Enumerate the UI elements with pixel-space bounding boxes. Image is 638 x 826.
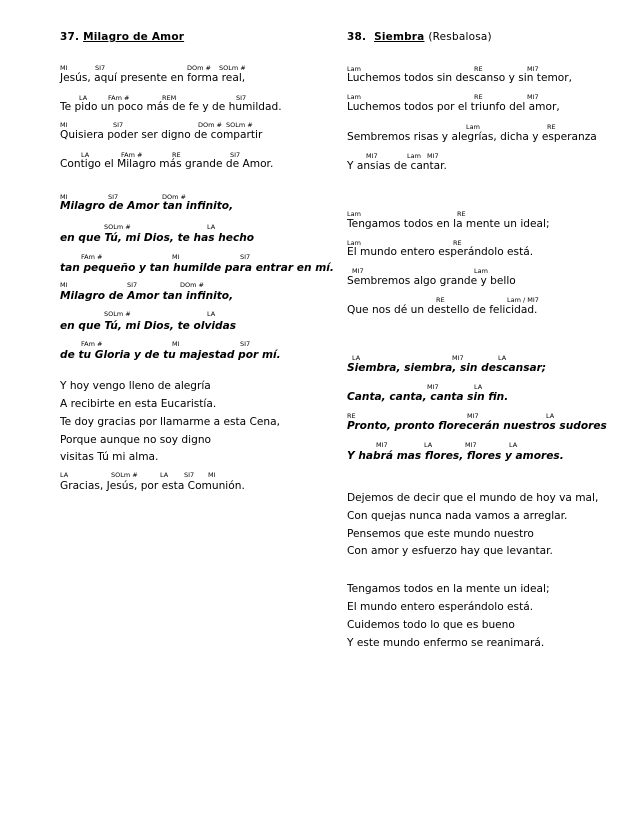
lyric-line: Tengamos todos en la mente un ideal;	[347, 583, 550, 595]
chord: LA	[79, 94, 88, 102]
chord: SOLm #	[104, 223, 131, 231]
chord: MI	[172, 340, 180, 348]
chord: DOm #	[162, 193, 186, 201]
lyric-line: Luchemos todos por el triunfo del amor,	[347, 101, 560, 113]
song-38-subtitle: (Resbalosa)	[428, 31, 492, 43]
chord: SI7	[184, 471, 195, 479]
chord: LA	[207, 223, 216, 231]
chord: MI	[60, 64, 68, 72]
chorus-line: Pronto, pronto florecerán nuestros sudores	[347, 420, 607, 432]
chord: SI7	[108, 193, 119, 201]
chord: MI7	[465, 441, 477, 449]
chorus-line: Siembra, siembra, sin descansar;	[347, 362, 547, 374]
chord: SI7	[113, 121, 124, 129]
chorus-line: Milagro de Amor tan infinito,	[60, 200, 234, 212]
song-38-title	[347, 31, 492, 43]
lyric-line: Jesús, aquí presente en forma real,	[60, 72, 246, 84]
lyric-line: Que nos dé un destello de felicidad.	[347, 304, 538, 316]
chord: SI7	[240, 253, 251, 261]
chord: RE	[474, 65, 483, 73]
lyric-line: El mundo entero esperándolo está.	[347, 246, 534, 258]
chord: SI7	[95, 64, 106, 72]
chord: MI	[60, 281, 68, 289]
lyric-line: Quisiera poder ser digno de compartir	[60, 129, 263, 141]
chord: Lam	[347, 239, 361, 247]
chord: MI7	[527, 93, 539, 101]
chord: Lam	[347, 93, 361, 101]
chord: Lam / MI7	[507, 296, 539, 304]
song-38-name: Siembra	[374, 31, 425, 43]
chord: RE	[547, 123, 556, 131]
chord: SI7	[240, 340, 251, 348]
chord: SI7	[127, 281, 138, 289]
chord: Lam	[407, 152, 421, 160]
chord: RE	[453, 239, 462, 247]
chord: MI	[60, 193, 68, 201]
chord: SI7	[230, 151, 241, 159]
song-38-number: 38.	[347, 31, 367, 43]
chord: Lam	[466, 123, 480, 131]
lyric-line: Sembremos algo grande y bello	[347, 275, 516, 287]
chord: MI7	[527, 65, 539, 73]
chord: RE	[457, 210, 466, 218]
chord: MI	[60, 121, 68, 129]
chorus-line: Canta, canta, canta sin fin.	[347, 391, 509, 403]
chord: MI7	[452, 354, 464, 362]
lyric-line: Tengamos todos en la mente un ideal;	[347, 218, 550, 230]
chord: MI7	[366, 152, 378, 160]
chord: DOm #	[180, 281, 204, 289]
chord: SI7	[236, 94, 247, 102]
chord: FAm #	[81, 253, 103, 261]
lyric-line: Dejemos de decir que el mundo de hoy va mal,	[347, 492, 599, 504]
chord: LA	[424, 441, 433, 449]
lyric-line: El mundo entero esperándolo está.	[347, 601, 534, 613]
chorus-line: de tu Gloria y de tu majestad por mí.	[60, 349, 281, 361]
chord: LA	[509, 441, 518, 449]
chord: MI7	[352, 267, 364, 275]
chord: RE	[347, 412, 356, 420]
chorus-line: Milagro de Amor tan infinito,	[60, 290, 234, 302]
lyric-line: Contigo el Milagro más grande de Amor.	[60, 158, 274, 170]
song-37-number: 37.	[60, 31, 80, 43]
chord: Lam	[474, 267, 488, 275]
chord: SOLm #	[226, 121, 253, 129]
lyric-line: Te pido un poco más de fe y de humildad.	[60, 101, 282, 113]
chord: DOm #	[187, 64, 211, 72]
chorus-line: en que Tú, mi Dios, te has hecho	[60, 232, 255, 244]
chorus-line: Y habrá mas flores, flores y amores.	[347, 450, 564, 462]
lyric-line: Pensemos que este mundo nuestro	[347, 528, 534, 540]
lyric-line: Porque aunque no soy digno	[60, 434, 212, 446]
chord: MI	[172, 253, 180, 261]
chord: Lam	[347, 210, 361, 218]
chord: MI7	[427, 383, 439, 391]
chord: SOLm #	[111, 471, 138, 479]
lyric-line: Luchemos todos sin descanso y sin temor,	[347, 72, 572, 84]
song-37-title	[60, 31, 184, 43]
chord: FAm #	[121, 151, 143, 159]
chord: LA	[60, 471, 69, 479]
chord: Lam	[347, 65, 361, 73]
lyric-line: visitas Tú mi alma.	[60, 451, 159, 463]
lyric-line: A recibirte en esta Eucaristía.	[60, 398, 217, 410]
lyric-line: Con amor y esfuerzo hay que levantar.	[347, 545, 553, 557]
chord: DOm #	[198, 121, 222, 129]
chord: LA	[546, 412, 555, 420]
chord: LA	[474, 383, 483, 391]
chord: MI7	[376, 441, 388, 449]
chorus-line: en que Tú, mi Dios, te olvidas	[60, 320, 237, 332]
lyric-line: Sembremos risas y alegrías, dicha y esperanza	[347, 131, 597, 143]
chord: LA	[160, 471, 169, 479]
chord: SOLm #	[219, 64, 246, 72]
chord: FAm #	[108, 94, 130, 102]
lyric-line: Cuidemos todo lo que es bueno	[347, 619, 515, 631]
chord: MI7	[467, 412, 479, 420]
chord: MI	[208, 471, 216, 479]
chord: LA	[81, 151, 90, 159]
lyric-line: Con quejas nunca nada vamos a arreglar.	[347, 510, 568, 522]
lyric-line: Y este mundo enfermo se reanimará.	[347, 637, 545, 649]
song-37-name: Milagro de Amor	[83, 31, 185, 43]
chord: MI7	[427, 152, 439, 160]
chord: LA	[352, 354, 361, 362]
lyric-line: Gracias, Jesús, por esta Comunión.	[60, 480, 245, 492]
chord: SOLm #	[104, 310, 131, 318]
chord: RE	[474, 93, 483, 101]
chord: REM	[162, 94, 177, 102]
lyric-line: Y hoy vengo lleno de alegría	[60, 380, 211, 392]
chorus-line: tan pequeño y tan humilde para entrar en mí.	[60, 262, 334, 274]
chord: RE	[436, 296, 445, 304]
lyric-line: Y ansias de cantar.	[347, 160, 447, 172]
chord: FAm #	[81, 340, 103, 348]
chord: RE	[172, 151, 181, 159]
chord: LA	[207, 310, 216, 318]
lyric-line: Te doy gracias por llamarme a esta Cena,	[60, 416, 281, 428]
chord: LA	[498, 354, 507, 362]
